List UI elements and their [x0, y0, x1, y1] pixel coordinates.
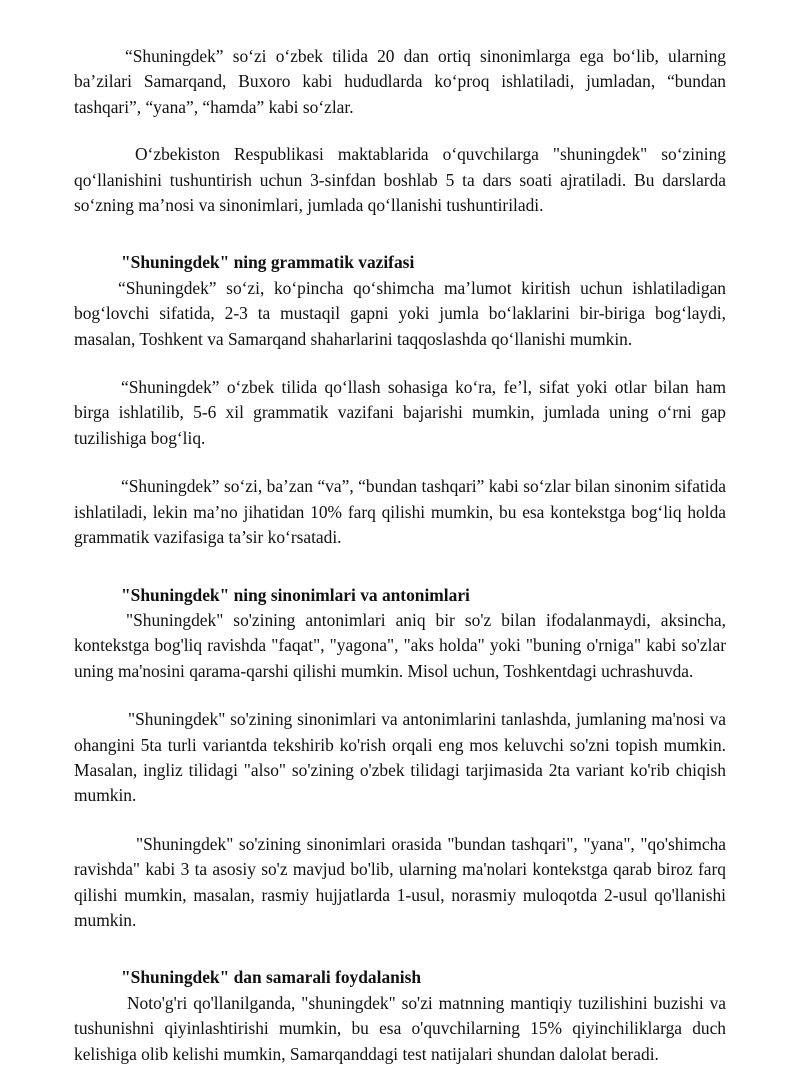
paragraph-grammatical-usage: “Shuningdek” o‘zbek tilida qo‘llash sohasiga ko‘ra, fe’l, sifat yoki otlar bilan ham birga ishlatilib, 5-6 xil grammatik vazifani bajarishi mumkin, jumlada uning o‘rni gap tuzilishiga bog‘liq.	[74, 377, 726, 448]
paragraph-school-lessons: O‘zbekiston Respublikasi maktablarida o‘quvchilarga "shuningdek" so‘zining qo‘llanishini tushuntirish uchun 3-sinfdan boshlab 5 ta dars soati ajratiladi. Bu darslarda so‘zning ma’nosi va sinonimlari, jumlada qo‘llanishi tushuntiriladi.	[74, 144, 726, 216]
paragraph-conjunction-role: “Shuningdek” so‘zi, ko‘pincha qo‘shimcha ma’lumot kiritish uchun ishlatiladigan bog‘lovchi sifatida, 2-3 ta mustaqil gapni yoki jumla bo‘laklarini bir-biriga bog‘laydi, masalan, Toshkent va Samarqand shaharlarini taqqoslashda qo‘llanishi mumkin.	[74, 277, 726, 349]
paragraph-incorrect-use: Noto'g'ri qo'llanilganda, "shuningdek" so'zi matnning mantiqiy tuzilishini buzishi va tushunishni qiyinlashtirishi mumkin, bu esa o'quvchilarning 15% qiyinchiliklarga duch kelishiga olib kelishi mumkin, Samarqanddagi test natijalari shundan dalolat beradi.	[74, 992, 726, 1064]
heading-synonyms-antonyms: "Shuningdek" ning sinonimlari va antonimlari	[121, 584, 470, 605]
paragraph-choosing-synonyms: "Shuningdek" so'zining sinonimlari va antonimlarini tanlashda, jumlaning ma'nosi va ohangini 5ta turli variantda tekshirib ko'rish orqali eng mos keluvchi so'zni topish mumkin. Masalan, ingliz tilidagi "also" so'zining o'zbek tilidagi tarjimasida 2ta variant ko'rib chiqish mumkin.	[74, 709, 726, 806]
paragraph-meaning-difference: “Shuningdek” so‘zi, ba’zan “va”, “bundan tashqari” kabi so‘zlar bilan sinonim sifatida ishlatiladi, lekin ma’no jihatidan 10% farq qilishi mumkin, bu esa kontekstga bog‘liq holda grammatik vazifasiga ta’sir ko‘rsatadi.	[74, 476, 726, 548]
heading-grammatical-function: "Shuningdek" ning grammatik vazifasi	[121, 252, 415, 273]
paragraph-main-synonyms: "Shuningdek" so'zining sinonimlari orasida "bundan tashqari", "yana", "qo'shimcha ravishda" kabi 3 ta asosiy so'z mavjud bo'lib, ularning ma'nolari kontekstga qarab biroz farq qilishi mumkin, masalan, rasmiy hujjatlarda 1-usul, norasmiy muloqotda 2-usul qo'llanishi mumkin.	[74, 833, 726, 930]
paragraph-antonyms: "Shuningdek" so'zining antonimlari aniq bir so'z bilan ifodalanmaydi, aksincha, kontekstga bog'liq ravishda "faqat", "yagona", "aks holda" yoki "buning o'rniga" kabi so'zlar uning ma'nosini qarama-qarshi qilishi mumkin. Misol uchun, Toshkentdagi uchrashuvda.	[74, 609, 726, 681]
heading-effective-use: "Shuningdek" dan samarali foydalanish	[121, 967, 422, 988]
paragraph-synonyms-count: “Shuningdek” so‘zi o‘zbek tilida 20 dan ortiq sinonimlarga ega bo‘lib, ularning ba’zilari Samarqand, Buxoro kabi hududlarda ko‘proq ishlatiladi, jumladan, “bundan tashqari”, “yana”, “hamda” kabi so‘zlar.	[74, 46, 726, 117]
